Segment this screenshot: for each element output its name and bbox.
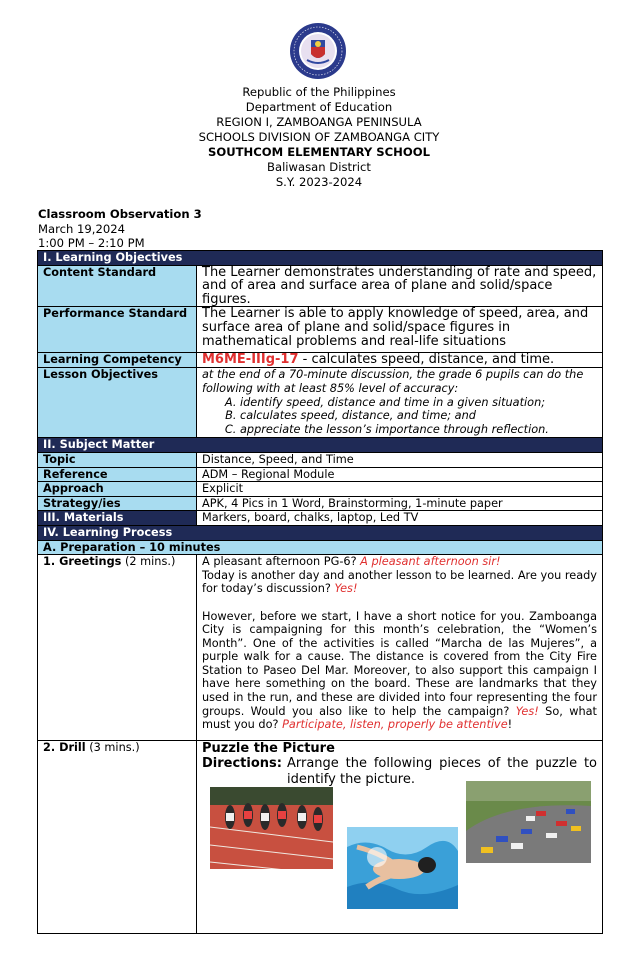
header-line: Republic of the Philippines [242, 85, 396, 99]
reference: ADM – Regional Module [197, 467, 603, 482]
section-materials: III. Materials [38, 511, 197, 526]
performance-standard: The Learner is able to apply knowledge of speed, area, and surface area of plane and solid/space figures in mathematical problems and real-life situations [197, 307, 603, 353]
greetings-time: (2 mins.) [121, 555, 176, 569]
observation-title: Classroom Observation 3 [38, 207, 202, 221]
notice-question: So, what must you do? [202, 704, 597, 732]
greetings-label-cell [38, 555, 197, 741]
lesson-objective-item: A. identify speed, distance and time in a given situation; [240, 396, 597, 410]
notice-answer: Participate, listen, properly be attentive [282, 718, 508, 732]
school-year: S.Y. 2023-2024 [275, 175, 363, 189]
preparation-heading: A. Preparation – 10 minutes [38, 540, 603, 555]
strategy-label: Strategy/ies [38, 496, 197, 511]
header-line: REGION I, ZAMBOANGA PENINSULA [216, 115, 422, 129]
header-line: Department of Education [245, 100, 393, 114]
competency [197, 353, 603, 368]
greetings-content [197, 555, 603, 741]
drill-time: (3 mins.) [85, 741, 140, 755]
content-standard: The Learner demonstrates understanding of rate and speed, and of area and surface area of plane and solid/space figures. [197, 265, 603, 307]
drill-label: 2. Drill [43, 741, 86, 755]
letterhead [0, 85, 638, 190]
lesson-objective-item: B. calculates speed, distance, and time; and [240, 409, 597, 423]
topic: Distance, Speed, and Time [197, 452, 603, 467]
race-cars-photo [466, 781, 591, 863]
observation-time: 1:00 PM – 2:10 PM [38, 236, 145, 250]
header-line: SCHOOLS DIVISION OF ZAMBOANGA CITY [198, 130, 440, 144]
content-standard-label: Content Standard [38, 265, 197, 307]
competency-label: Learning Competency [38, 353, 197, 368]
notice-text: However, before we start, I have a short notice for you. Zamboanga City is campaigning for this month’s celebration, the “Women’s Month”. One of the activities is called “Marcha de las Mujeres”, a purple walk for a cause. The distance is covered from the City Fire Station to Paseo Del Mar. Moreover, to also support this campaign I have here something on the board. These are landmarks that they used in the run, and these are divided into four representing the four groups. Would you also like to help the campaign? [202, 609, 597, 718]
district: Baliwasan District [267, 160, 371, 174]
school-name: SOUTHCOM ELEMENTARY SCHOOL [208, 145, 430, 159]
section-objectives: I. Learning Objectives [38, 251, 603, 266]
swimmer-photo [347, 827, 458, 909]
section-learning-process: IV. Learning Process [38, 525, 603, 540]
directions-label: Directions: [202, 756, 282, 772]
observation-info [38, 207, 202, 251]
runners-photo [210, 787, 333, 869]
drill-label-cell [38, 741, 197, 934]
notice-response: Yes! [515, 704, 539, 718]
approach-label: Approach [38, 482, 197, 497]
topic-label: Topic [38, 452, 197, 467]
lesson-objectives-list [202, 396, 597, 437]
puzzle-title: Puzzle the Picture [202, 741, 335, 757]
lesson-objective-item: C. appreciate the lesson’s importance through reflection. [240, 423, 597, 437]
greeting-response: Yes! [334, 582, 358, 596]
performance-standard-label: Performance Standard [38, 307, 197, 353]
reference-label: Reference [38, 467, 197, 482]
competency-text: - calculates speed, distance, and time. [298, 352, 555, 368]
lesson-objectives [197, 368, 603, 438]
greetings-label: 1. Greetings [43, 555, 122, 569]
greeting-line: Today is another day and another lesson to be learned. Are you ready for today’s discussion? [202, 568, 597, 596]
competency-code: M6ME-IIIg-17 [202, 352, 299, 368]
greeting-response: A pleasant afternoon sir! [360, 555, 501, 569]
observation-date: March 19,2024 [38, 221, 125, 236]
section-subject-matter: II. Subject Matter [38, 438, 603, 453]
strategy: APK, 4 Pics in 1 Word, Brainstorming, 1-minute paper [197, 496, 603, 511]
lesson-objectives-label: Lesson Objectives [38, 368, 197, 438]
materials: Markers, board, chalks, laptop, Led TV [197, 511, 603, 526]
deped-seal [289, 22, 347, 80]
lesson-objectives-intro: at the end of a 70-minute discussion, the grade 6 pupils can do the following with at least 85% level of accuracy: [202, 368, 584, 395]
approach: Explicit [197, 482, 603, 497]
greeting-line: A pleasant afternoon PG-6? [202, 555, 361, 569]
directions-text: Arrange the following pieces of the puzzle to identify the picture. [286, 756, 597, 787]
notice-end: ! [507, 718, 513, 732]
